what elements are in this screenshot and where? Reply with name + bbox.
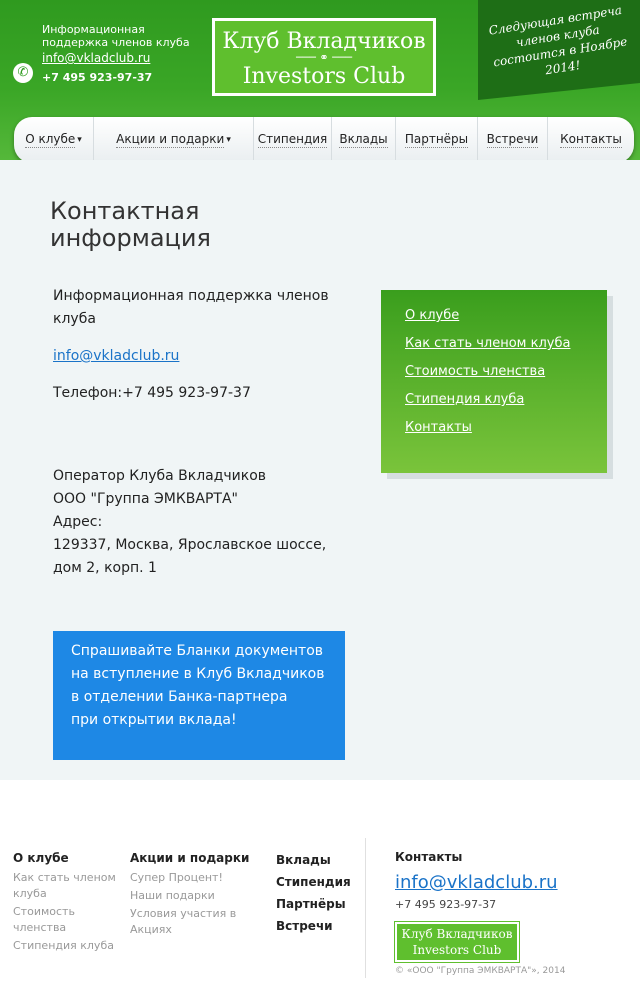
- meeting-banner-text: Следующая встреча членов клуба состоится в Ноябре 2014!: [487, 2, 629, 78]
- footer-logo-line1: Клуб Вкладчиков: [401, 927, 513, 941]
- rings-icon: ─── ⚭ ───: [296, 51, 352, 64]
- operator-info: [53, 465, 353, 580]
- side-menu-item-cost[interactable]: Стоимость членства: [405, 364, 546, 379]
- address-label: Адрес:: [53, 514, 103, 530]
- address-line: дом 2, корп. 1: [53, 560, 157, 576]
- nav-label: Стипендия: [257, 132, 328, 146]
- chevron-down-icon: ▾: [226, 135, 231, 145]
- page-title: Контактная информация: [50, 197, 211, 252]
- footer-col-about: [13, 850, 123, 956]
- side-menu-item-contacts[interactable]: Контакты: [405, 420, 472, 435]
- footer-link[interactable]: Как стать членом клуба: [13, 871, 116, 900]
- info-line: при открытии вклада!: [71, 712, 237, 728]
- contact-phone: Телефон:+7 495 923-97-37: [53, 385, 251, 401]
- footer-phone: +7 495 923-97-37: [395, 898, 497, 911]
- footer-link-partners[interactable]: Партнёры: [276, 897, 346, 911]
- footer-divider: [365, 838, 366, 978]
- side-menu-item-about[interactable]: О клубе: [405, 308, 460, 323]
- header-phone: +7 495 923-97-37: [42, 71, 153, 84]
- phone-icon: ✆: [13, 63, 33, 83]
- footer-link-scholarship[interactable]: Стипендия: [276, 875, 351, 889]
- nav-item-scholarship[interactable]: [254, 117, 332, 163]
- nav-item-meetings[interactable]: [478, 117, 548, 163]
- support-text: Информационная поддержка членов клуба: [53, 288, 329, 327]
- header-email-link[interactable]: info@vkladclub.ru: [42, 51, 151, 65]
- chevron-down-icon: ▾: [77, 135, 82, 145]
- nav-item-promotions[interactable]: [94, 117, 254, 163]
- copyright: © «ООО "Группа ЭМКВАРТА"», 2014: [395, 966, 566, 976]
- nav-item-about[interactable]: [14, 117, 94, 163]
- nav-label: Вклады: [339, 132, 388, 146]
- nav-item-deposits[interactable]: [332, 117, 396, 163]
- nav-label: О клубе: [25, 132, 76, 146]
- footer-logo[interactable]: [395, 922, 519, 962]
- site-footer: [0, 780, 640, 988]
- footer-logo-line2: Investors Club: [412, 943, 502, 957]
- main-nav: [14, 117, 634, 163]
- nav-item-partners[interactable]: [396, 117, 478, 163]
- footer-link[interactable]: Стоимость членства: [13, 905, 75, 934]
- info-box: [53, 631, 345, 760]
- footer-col-promotions: [130, 850, 270, 940]
- main-content: [0, 160, 640, 780]
- footer-col-title: О клубе: [13, 851, 69, 865]
- footer-col-title: Акции и подарки: [130, 851, 250, 865]
- logo-line2: Investors Club: [242, 64, 406, 89]
- nav-label: Акции и подарки: [116, 132, 225, 146]
- header-support-text: Информационная поддержка членов клуба: [42, 23, 190, 49]
- footer-link[interactable]: Супер Процент!: [130, 871, 223, 884]
- footer-link[interactable]: Условия участия в Акциях: [130, 907, 237, 936]
- footer-link[interactable]: Стипендия клуба: [13, 939, 114, 952]
- address-line: 129337, Москва, Ярославское шоссе,: [53, 537, 327, 553]
- footer-contacts-title: Контакты: [395, 850, 463, 864]
- contact-details: [53, 285, 353, 580]
- header-contact-info: [42, 23, 192, 84]
- nav-item-contacts[interactable]: [548, 117, 634, 163]
- contact-email-link[interactable]: info@vkladclub.ru: [53, 348, 180, 364]
- logo[interactable]: [212, 18, 436, 96]
- info-line: Спрашивайте Бланки документов: [71, 643, 324, 659]
- nav-label: Партнёры: [404, 132, 469, 146]
- side-menu-item-scholarship[interactable]: Стипендия клуба: [405, 392, 525, 407]
- footer-link-deposits[interactable]: Вклады: [276, 853, 331, 867]
- side-menu-item-join[interactable]: Как стать членом клуба: [405, 336, 571, 351]
- footer-link[interactable]: Наши подарки: [130, 889, 215, 902]
- info-line: в отделении Банка-партнера: [71, 689, 288, 705]
- info-line: на вступление в Клуб Вкладчиков: [71, 666, 325, 682]
- footer-link-meetings[interactable]: Встречи: [276, 919, 333, 933]
- operator-company: ООО "Группа ЭМКВАРТА": [53, 491, 238, 507]
- side-menu: [381, 290, 607, 473]
- logo-line1: Клуб Вкладчиков: [222, 29, 426, 54]
- nav-label: Контакты: [560, 132, 622, 146]
- footer-contacts: [395, 850, 566, 976]
- footer-col-sections: [276, 850, 356, 938]
- nav-label: Встречи: [486, 132, 539, 146]
- footer-email-link[interactable]: info@vkladclub.ru: [395, 872, 558, 893]
- operator-line: Оператор Клуба Вкладчиков: [53, 468, 267, 484]
